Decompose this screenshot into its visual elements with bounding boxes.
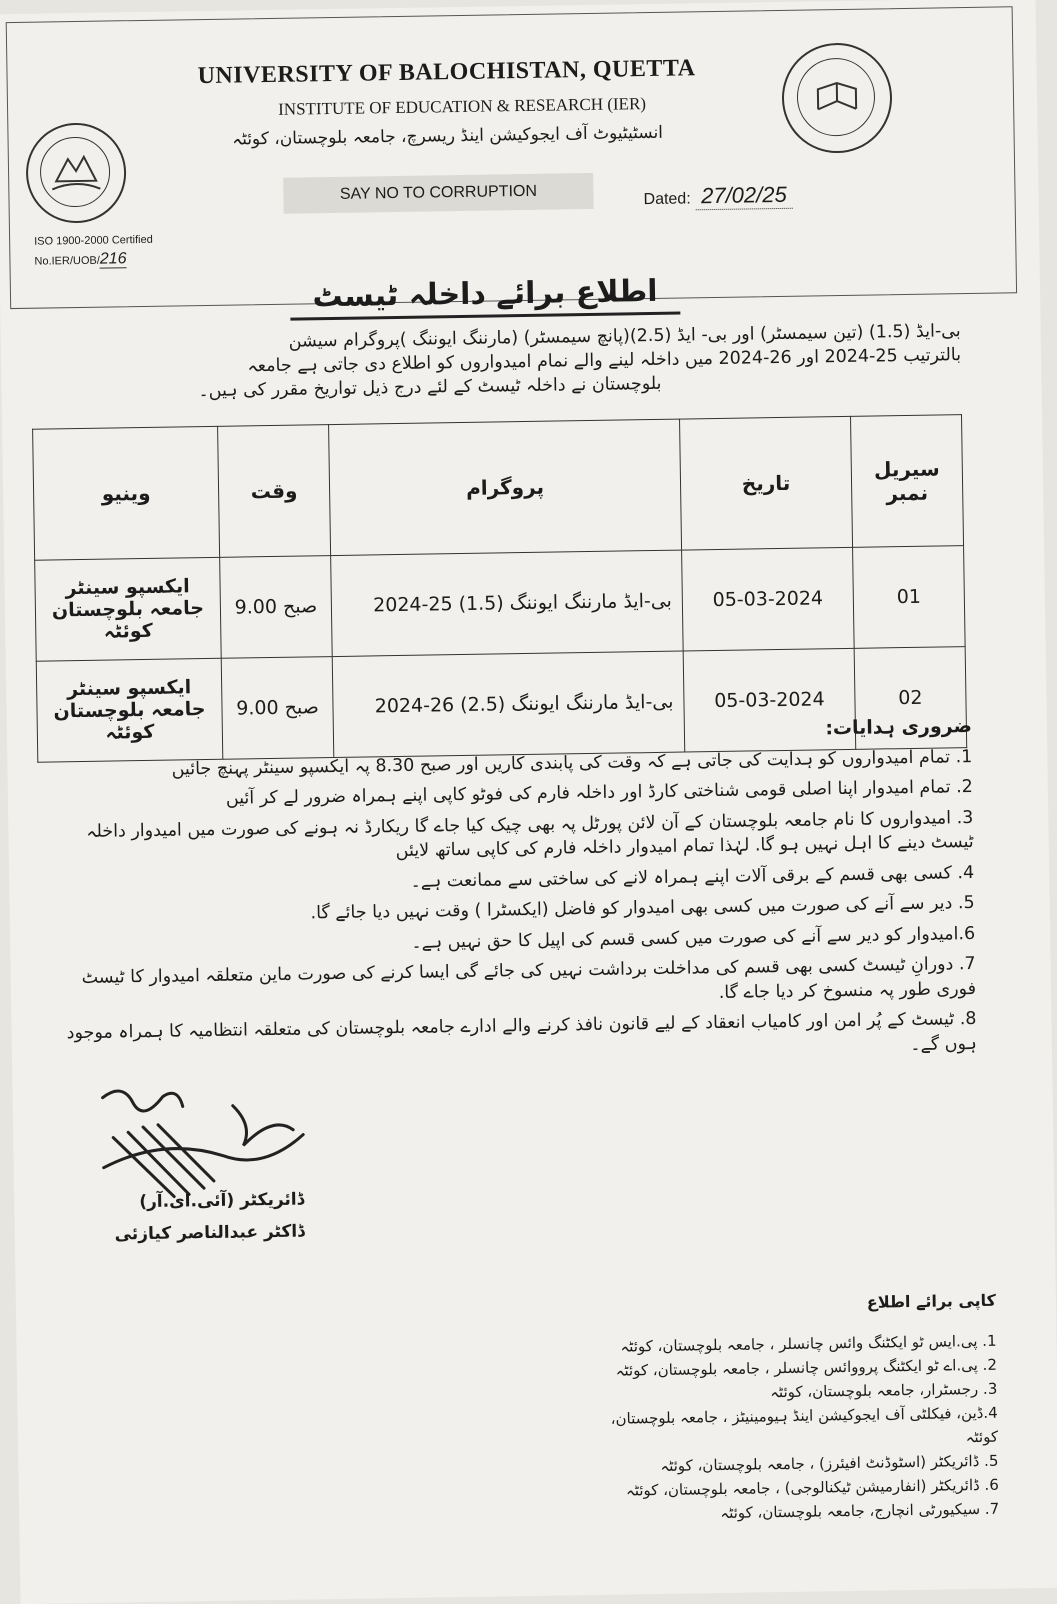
copies-heading: کاپی برائے اطلاع <box>866 1290 997 1312</box>
cell-date: 05-03-2024 <box>683 648 856 752</box>
header-time: وقت <box>218 425 331 558</box>
iso-certification: ISO 1900-2000 Certified <box>34 233 153 248</box>
copy-item: 5. ڈائریکٹر (اسٹوڈنٹ افیئرز) ، جامعہ بلوچستان، کوئٹہ <box>660 1451 999 1476</box>
notice-title: اطلاع برائے داخلہ ٹیسٹ <box>290 274 681 321</box>
instruction-item: 2. تمام امیدوار اپنا اصلی قومی شناختی کارڈ اور داخلہ فارم کی فوٹو کاپی اپنے ہمراہ ضرور لے کر آئیں <box>225 777 973 809</box>
instruction-item: 8. ٹیسٹ کے پُر امن اور کامیاب انعقاد کے لیے قانون نافذ کرنے والے ادارے جامعہ بلوچستان کی متعلقہ انتظامیہ کا ہمراہ موجود ہوں گے۔ <box>66 1008 978 1055</box>
header-date: تاریخ <box>680 416 853 550</box>
instructions-heading: ضروری ہدایات: <box>825 715 973 740</box>
instruction-item: 3. امیدواروں کا نام جامعہ بلوچستان کے آن لائن پورٹل پہ بھی چیک کیا جاے گا ریکارڈ نہ ہونے کی صورت میں امیدوار داخلہ ٹیسٹ دینے کا اہل نہیں ہو گا. لہٰذا تمام امیدوار داخلہ فارم کی کاپی ساتھ لایئں <box>86 807 974 862</box>
reference-number <box>34 250 126 269</box>
signatory-title: ڈائریکٹر (آئی.ای.آر) <box>139 1189 305 1213</box>
cell-program: بی-ایڈ مارننگ ایوننگ (2.5) 26-2024 <box>332 651 685 758</box>
copy-item: 1. پی.ایس ٹو ایکٹنگ وائس چانسلر ، جامعہ بلوچستان، کوئٹہ <box>620 1331 997 1356</box>
copy-item: 3. رجسٹرار، جامعہ بلوچستان، کوئٹہ <box>770 1379 998 1402</box>
cell-serial: 02 <box>854 647 967 750</box>
institute-name-urdu: انسٹیٹیوٹ آف ایجوکیشن اینڈ ریسرچ، جامعہ بلوچستان، کوئٹہ <box>231 122 664 150</box>
dated-line <box>643 180 918 211</box>
table-row <box>35 546 965 662</box>
schedule-table <box>32 414 967 763</box>
header-serial: سیریل نمبر <box>850 415 963 548</box>
copy-item: 7. سیکیورٹی انچارج، جامعہ بلوچستان، کوئٹہ <box>720 1499 1000 1523</box>
cell-venue: ایکسپو سینٹر جامعہ بلوچستان کوئٹہ <box>35 557 222 661</box>
header-venue: وینیو <box>33 426 220 560</box>
institute-name: INSTITUTE OF EDUCATION & RESEARCH (IER) <box>278 94 647 119</box>
instruction-item: 5. دیر سے آنے کی صورت میں کسی بھی امیدوار کو فاضل (ایکسٹرا ) وقت نہیں دیا جائے گا. <box>310 892 975 924</box>
instruction-item: 6.امیدوار کو دیر سے آنے کی صورت میں کسی قسم کی اپیل کا حق نہیں ہے۔ <box>411 923 976 953</box>
header-program: پروگرام <box>329 419 682 555</box>
cell-date: 05-03-2024 <box>682 547 855 651</box>
dated-label: Dated: <box>643 190 691 209</box>
intro-line: بلوچستان نے داخلہ ٹیسٹ کے لئے درج ذیل تواریخ مقرر کی ہیں۔ <box>198 373 662 402</box>
cell-venue: ایکسپو سینٹر جامعہ بلوچستان کوئٹہ <box>36 658 223 762</box>
slogan-banner: SAY NO TO CORRUPTION <box>283 173 594 214</box>
reference-value: 216 <box>99 250 127 268</box>
handwritten-signature-icon <box>82 1074 344 1208</box>
copy-item: 4.ڈین، فیکلٹی آف ایجوکیشن اینڈ ہیومینیٹز ، جامعہ بلوچستان، کوئٹہ <box>610 1403 999 1447</box>
cell-time: صبح 9.00 <box>220 556 333 659</box>
copy-item: 6. ڈائریکٹر (انفارمیشن ٹیکنالوجی) ، جامعہ بلوچستان، کوئٹہ <box>625 1475 999 1500</box>
reference-label: No.IER/UOB/ <box>34 254 100 268</box>
instruction-item: 7. دورانِ ٹیسٹ کسی بھی قسم کی مداخلت برداشت نہیں کی جائے گی ایسا کرنے کی صورت ماین متعلقہ امیدوار کا ٹیسٹ فوری طور پہ منسوخ کر دیا جاے گا. <box>81 953 977 1003</box>
dated-value: 27/02/25 <box>695 182 793 211</box>
copy-distribution <box>576 1289 1000 1528</box>
signatory-name: ڈاکٹر عبدالناصر کیازئی <box>114 1221 305 1245</box>
instruction-item: 1. تمام امیدواروں کو ہدایت کی جاتی ہے کہ وقت کی پابندی کاریں اور صبح 8.30 پہ ایکسپو سینٹر پہنچ جائیں <box>171 746 973 780</box>
cell-serial: 01 <box>853 546 966 649</box>
intro-line: بالترتیب 25-2024 اور 26-2024 میں داخلہ لینے والے نمام امیدواروں کو اطلاع دی جاتی ہے جامعہ <box>247 345 962 377</box>
cell-program: بی-ایڈ مارننگ ایوننگ (1.5) 25-2024 <box>331 550 684 657</box>
cell-time: صبح 9.00 <box>221 657 334 760</box>
instruction-item: 4. کسی بھی قسم کے برقی آلات اپنے ہمراہ لانے کی ساختی سے ممانعت ہے۔ <box>410 862 975 892</box>
copy-item: 2. پی.اے ٹو ایکٹنگ پرووائس چانسلر ، جامعہ بلوچستان، کوئٹہ <box>615 1355 998 1380</box>
university-name: UNIVERSITY OF BALOCHISTAN, QUETTA <box>197 55 696 90</box>
instructions-section <box>47 714 977 1076</box>
notice-intro <box>41 319 962 405</box>
intro-line: بی-ایڈ (1.5) (تین سیمسٹر) اور بی- ایڈ (2.5)(پانچ سیمسٹر) (مارننگ ایوننگ )پروگرام سیشن <box>288 321 961 352</box>
table-header-row <box>33 415 964 561</box>
